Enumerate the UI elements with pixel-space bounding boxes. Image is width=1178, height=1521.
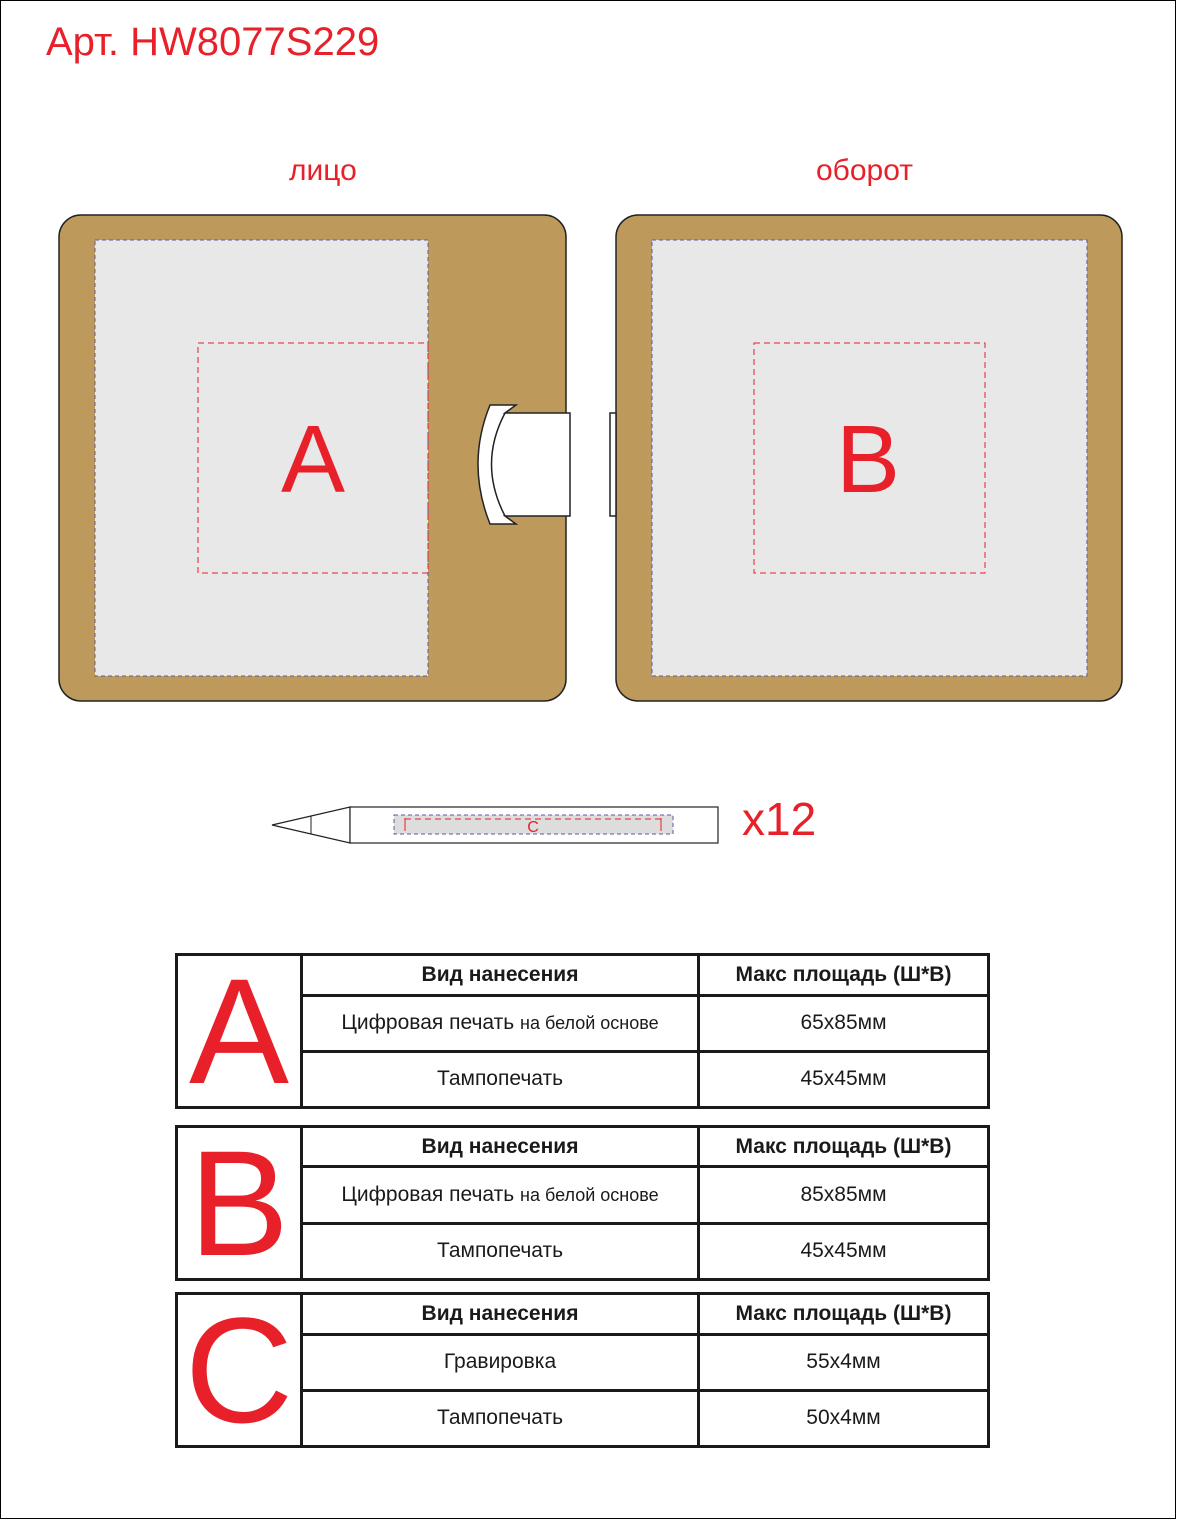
pencil-quantity: x12 (742, 793, 817, 845)
table-letter: A (177, 955, 302, 1108)
front-view-label: лицо (289, 154, 357, 187)
spec-table-a (175, 947, 990, 1115)
method-note: на белой основе (520, 1013, 659, 1034)
area-cell: 50x4мм (699, 1390, 989, 1446)
method-cell (302, 1167, 699, 1223)
method-cell (302, 995, 699, 1051)
back-zone-letter: B (835, 406, 901, 513)
method-name: Гравировка (443, 1350, 557, 1374)
front-digital-print-area (95, 240, 428, 676)
back-view-label: оборот (816, 154, 914, 187)
spec-table-c (175, 1286, 990, 1454)
method-name: Цифровая печать (341, 1011, 515, 1035)
pencil-icon (272, 807, 718, 843)
header-method: Вид нанесения (302, 1127, 699, 1167)
header-method: Вид нанесения (302, 1294, 699, 1335)
method-cell (302, 1223, 699, 1279)
header-area: Макс площадь (Ш*В) (699, 955, 989, 996)
area-cell: 85x85мм (699, 1167, 989, 1223)
method-name: Цифровая печать (341, 1182, 515, 1206)
header-method: Вид нанесения (302, 955, 699, 996)
method-cell (302, 1051, 699, 1107)
front-zone-letter: A (280, 406, 346, 513)
area-cell: 65x85мм (699, 995, 989, 1051)
table-letter: C (177, 1294, 302, 1447)
back-cover (610, 215, 1122, 701)
spec-table-b (175, 1119, 990, 1287)
area-cell: 55x4мм (699, 1334, 989, 1390)
header-area: Макс площадь (Ш*В) (699, 1294, 989, 1335)
header-area: Макс площадь (Ш*В) (699, 1127, 989, 1167)
article-title: Арт. HW8077S229 (46, 20, 380, 64)
method-cell (302, 1334, 699, 1390)
method-name: Тампопечать (436, 1067, 564, 1091)
table-letter: B (177, 1127, 302, 1280)
front-cover (59, 215, 570, 701)
method-name: Тампопечать (436, 1239, 564, 1263)
method-cell (302, 1390, 699, 1446)
method-note: на белой основе (520, 1184, 659, 1205)
clasp-slot-icon (610, 413, 616, 516)
pencil-zone-letter: C (527, 819, 539, 836)
area-cell: 45x45мм (699, 1051, 989, 1107)
method-name: Тампопечать (436, 1406, 564, 1430)
area-cell: 45x45мм (699, 1223, 989, 1279)
